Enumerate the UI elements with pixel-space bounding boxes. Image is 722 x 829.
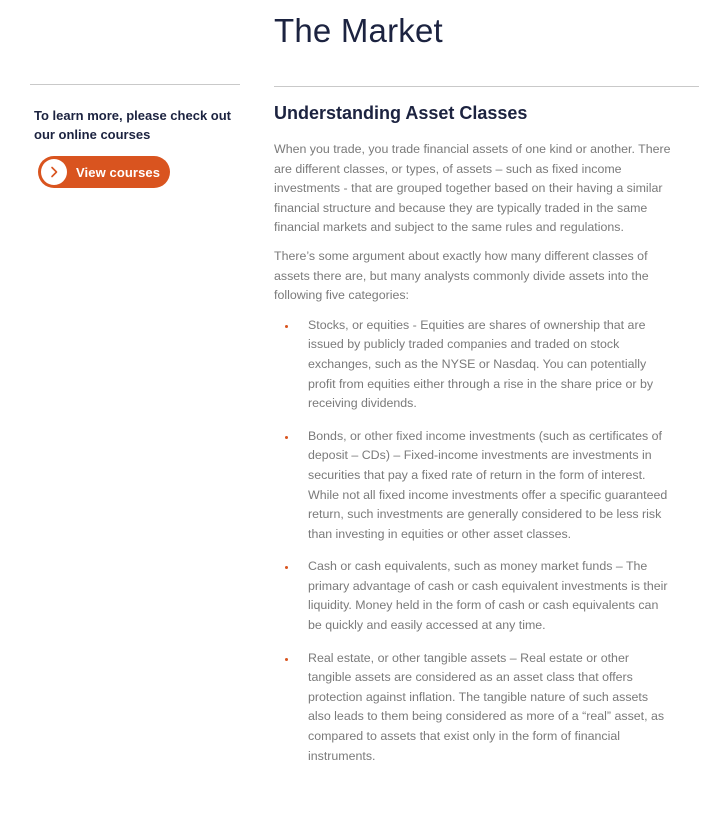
list-item [274, 557, 674, 635]
sidebar [34, 106, 234, 180]
list-item [274, 316, 674, 414]
view-courses-label: View courses [76, 164, 161, 180]
bullet-icon [285, 325, 288, 328]
categories-paragraph: There’s some argument about exactly how many different classes of assets there are, but many analysts commonly divide assets into the following five categories: [274, 248, 649, 303]
section-heading: Understanding Asset Classes [274, 103, 528, 123]
list-item-text: Bonds, or other fixed income investments (such as certificates of deposit – CDs) – Fixed-income investments are investments in securities that pay a fixed rate of return in the form of interest. While not all fixed income investments offer a specific guaranteed return, such investments are generally considered to be less risk than investing in equities or other asset classes. [308, 428, 668, 541]
list-item-text: Stocks, or equities - Equities are shares of ownership that are issued by publicly traded companies and traded on stock exchanges, such as the NYSE or Nasdaq. You can potentially profit from equities either through a rise in the share price or by receiving dividends. [308, 317, 654, 411]
bullet-icon [285, 566, 288, 569]
view-courses-button[interactable] [38, 156, 170, 188]
content-divider [274, 86, 699, 87]
page-title: The Market [274, 12, 443, 49]
bullet-icon [285, 658, 288, 661]
chevron-right-icon [41, 159, 67, 185]
sidebar-divider [30, 84, 240, 85]
article [274, 100, 674, 779]
list-item-text: Cash or cash equivalents, such as money market funds – The primary advantage of cash or cash equivalent investments is their liquidity. Money held in the form of cash or cash equivalents can be quickly and easily accessed at any time. [308, 559, 668, 633]
list-item [274, 649, 674, 767]
bullet-icon [285, 436, 288, 439]
intro-paragraph: When you trade, you trade financial assets of one kind or another. There are different classes, or types, of assets – such as fixed income investments - that are grouped together based on their having a similar financial structure and because they are typically traded in the same financial markets and subject to the same rules and regulations. [274, 142, 671, 235]
asset-class-list [274, 316, 674, 766]
list-item-text: Real estate, or other tangible assets – Real estate or other tangible assets are considered as an asset class that offers protection against inflation. The tangible nature of such assets also leads to them being considered as more of a “real” asset, as compared to assets that exist only in the form of financial instruments. [308, 650, 665, 763]
list-item [274, 427, 674, 545]
sidebar-promo-text: To learn more, please check out our online courses [34, 108, 231, 142]
